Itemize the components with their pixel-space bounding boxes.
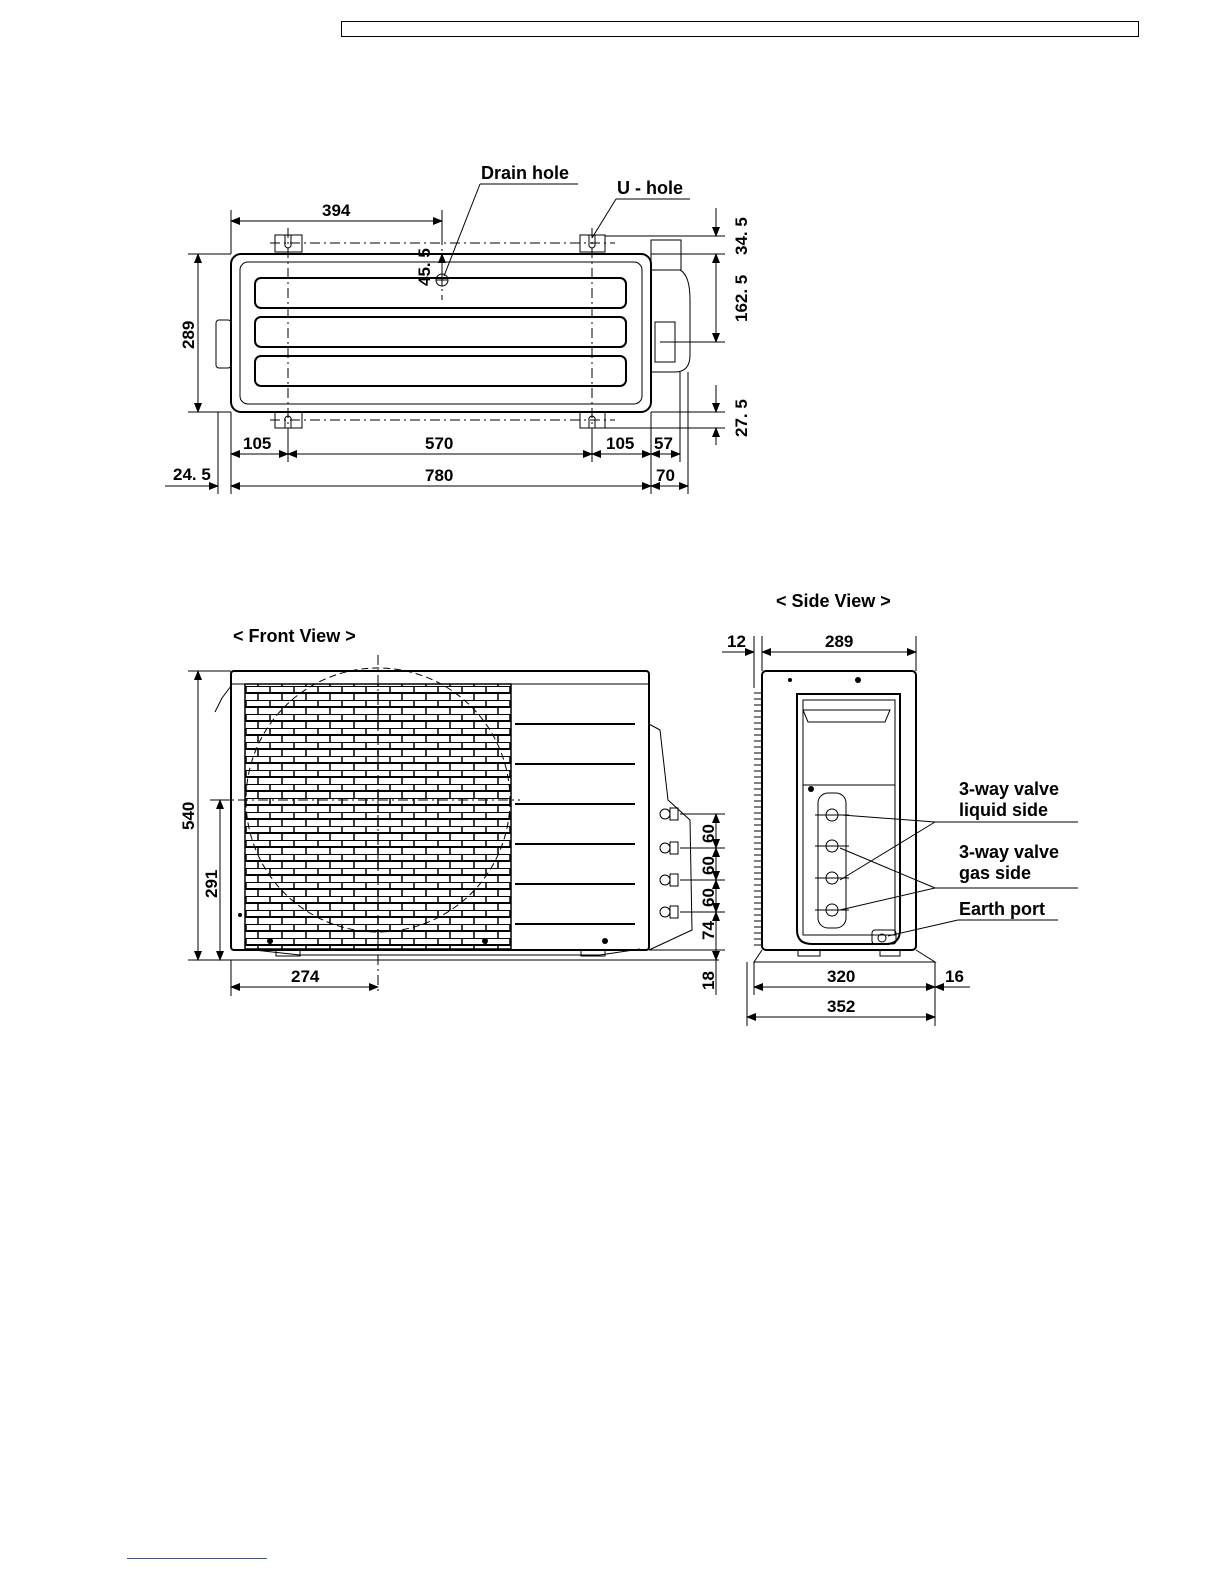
callout-gas-line1: 3-way valve xyxy=(959,842,1060,862)
top-vent-slot xyxy=(255,356,626,386)
valve-gas-1 xyxy=(815,840,849,852)
dim-352: 352 xyxy=(827,997,856,1016)
footer-rule xyxy=(127,1558,267,1559)
dim-45-5: 45. 5 xyxy=(415,248,434,286)
dim-570: 570 xyxy=(425,434,454,453)
dim-105-right: 105 xyxy=(606,434,635,453)
callout-earth-port: Earth port xyxy=(959,899,1046,919)
dim-12: 12 xyxy=(727,632,746,651)
u-hole-label: U - hole xyxy=(617,178,683,198)
drain-hole-label: Drain hole xyxy=(481,163,570,183)
dim-60-c: 60 xyxy=(699,888,718,907)
side-view xyxy=(722,591,1078,1026)
dim-780: 780 xyxy=(425,466,454,485)
top-view xyxy=(165,163,751,494)
dim-274: 274 xyxy=(291,967,320,986)
side-view-title: < Side View > xyxy=(776,591,891,611)
side-view-body xyxy=(762,671,916,950)
dim-74: 74 xyxy=(699,921,718,940)
dim-60-b: 60 xyxy=(699,856,718,875)
top-vent-slot xyxy=(255,317,626,347)
dim-394: 394 xyxy=(322,201,351,220)
dim-18: 18 xyxy=(699,971,718,990)
callout-gas-line2: gas side xyxy=(959,863,1032,883)
dim-540: 540 xyxy=(179,801,198,830)
dim-105-left: 105 xyxy=(243,434,272,453)
top-vent-slot xyxy=(255,278,626,308)
dim-27-5: 27. 5 xyxy=(732,399,751,437)
dim-320: 320 xyxy=(827,967,856,986)
dim-289-top: 289 xyxy=(179,320,198,349)
dim-24-5: 24. 5 xyxy=(173,465,211,484)
dim-60-a: 60 xyxy=(699,824,718,843)
callout-liquid-line2: liquid side xyxy=(959,800,1049,820)
front-view-title: < Front View > xyxy=(233,626,356,646)
dim-289-side: 289 xyxy=(825,632,854,651)
side-fins xyxy=(754,688,762,948)
dim-34-5: 34. 5 xyxy=(732,217,751,255)
dim-291: 291 xyxy=(202,869,221,898)
dim-16: 16 xyxy=(945,967,964,986)
front-view xyxy=(179,626,725,996)
dim-70: 70 xyxy=(656,466,675,485)
callout-liquid-line1: 3-way valve xyxy=(959,779,1060,799)
dim-162-5: 162. 5 xyxy=(732,274,751,322)
valve-gas-3 xyxy=(815,904,849,916)
dim-57: 57 xyxy=(654,434,673,453)
